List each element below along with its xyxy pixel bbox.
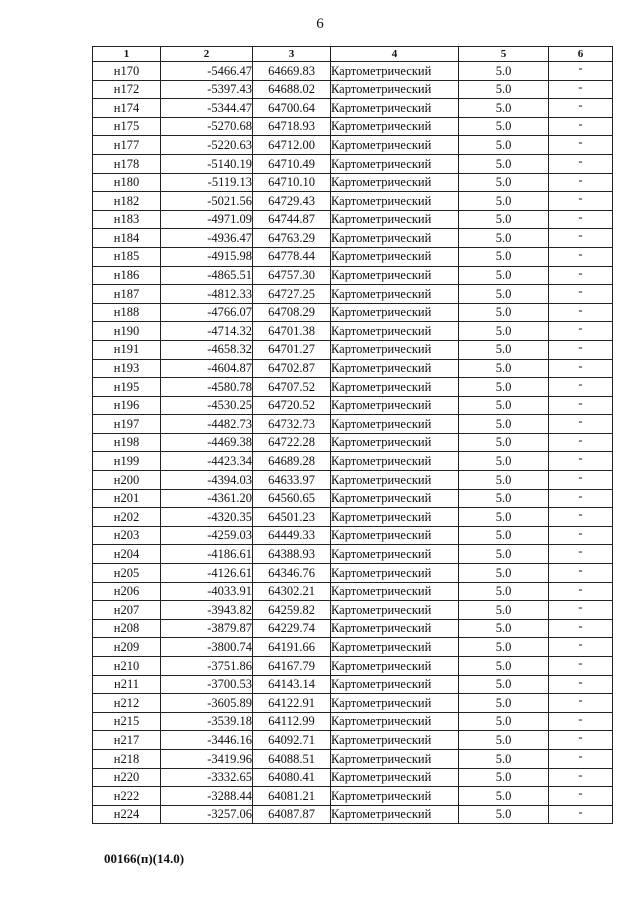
- y-coordinate-cell: 64092.71: [253, 731, 331, 750]
- table-row: [93, 192, 613, 211]
- accuracy-cell: 5.0: [459, 526, 549, 545]
- x-coordinate-cell: -5220.63: [161, 136, 253, 155]
- y-coordinate-cell: 64732.73: [253, 415, 331, 434]
- method-cell: Картометрический: [331, 173, 459, 192]
- x-coordinate-cell: -3257.06: [161, 805, 253, 824]
- method-cell: Картометрический: [331, 303, 459, 322]
- document-code: 00166(п)(14.0): [104, 851, 185, 866]
- accuracy-cell: 5.0: [459, 471, 549, 490]
- note-cell: -: [549, 712, 613, 731]
- x-coordinate-cell: -4186.61: [161, 545, 253, 564]
- accuracy-cell: 5.0: [459, 638, 549, 657]
- accuracy-cell: 5.0: [459, 359, 549, 378]
- table-row: [93, 526, 613, 545]
- point-id-cell: н215: [93, 712, 161, 731]
- x-coordinate-cell: -4812.33: [161, 285, 253, 304]
- note-cell: -: [549, 805, 613, 824]
- point-id-cell: н222: [93, 787, 161, 806]
- y-coordinate-cell: 64744.87: [253, 210, 331, 229]
- table-row: [93, 638, 613, 657]
- accuracy-cell: 5.0: [459, 601, 549, 620]
- table-row: [93, 62, 613, 81]
- y-coordinate-cell: 64088.51: [253, 749, 331, 768]
- method-cell: Картометрический: [331, 322, 459, 341]
- point-id-cell: н211: [93, 675, 161, 694]
- note-cell: -: [549, 452, 613, 471]
- note-cell: -: [549, 192, 613, 211]
- y-coordinate-cell: 64669.83: [253, 62, 331, 81]
- note-cell: -: [549, 787, 613, 806]
- x-coordinate-cell: -3751.86: [161, 657, 253, 676]
- note-cell: -: [549, 396, 613, 415]
- accuracy-cell: 5.0: [459, 247, 549, 266]
- method-cell: Картометрический: [331, 340, 459, 359]
- x-coordinate-cell: -3943.82: [161, 601, 253, 620]
- method-cell: Картометрический: [331, 359, 459, 378]
- note-cell: -: [549, 638, 613, 657]
- method-cell: Картометрический: [331, 378, 459, 397]
- method-cell: Картометрический: [331, 80, 459, 99]
- method-cell: Картометрический: [331, 787, 459, 806]
- point-id-cell: н198: [93, 433, 161, 452]
- table-row: [93, 340, 613, 359]
- y-coordinate-cell: 64778.44: [253, 247, 331, 266]
- table-row: [93, 508, 613, 527]
- table-row: [93, 619, 613, 638]
- note-cell: -: [549, 619, 613, 638]
- table-row: [93, 359, 613, 378]
- x-coordinate-cell: -4482.73: [161, 415, 253, 434]
- note-cell: -: [549, 80, 613, 99]
- note-cell: -: [549, 210, 613, 229]
- y-coordinate-cell: 64763.29: [253, 229, 331, 248]
- page-number: 6: [316, 16, 324, 32]
- method-cell: Картометрический: [331, 508, 459, 527]
- table-row: [93, 247, 613, 266]
- table-row: [93, 657, 613, 676]
- table-row: [93, 564, 613, 583]
- accuracy-cell: 5.0: [459, 80, 549, 99]
- accuracy-cell: 5.0: [459, 749, 549, 768]
- note-cell: -: [549, 471, 613, 490]
- note-cell: -: [549, 117, 613, 136]
- y-coordinate-cell: 64388.93: [253, 545, 331, 564]
- method-cell: Картометрический: [331, 192, 459, 211]
- table-row: [93, 694, 613, 713]
- y-coordinate-cell: 64122.91: [253, 694, 331, 713]
- y-coordinate-cell: 64229.74: [253, 619, 331, 638]
- y-coordinate-cell: 64346.76: [253, 564, 331, 583]
- point-id-cell: н193: [93, 359, 161, 378]
- note-cell: -: [549, 582, 613, 601]
- y-coordinate-cell: 64501.23: [253, 508, 331, 527]
- method-cell: Картометрический: [331, 675, 459, 694]
- point-id-cell: н212: [93, 694, 161, 713]
- method-cell: Картометрический: [331, 489, 459, 508]
- method-cell: Картометрический: [331, 285, 459, 304]
- y-coordinate-cell: 64191.66: [253, 638, 331, 657]
- x-coordinate-cell: -4259.03: [161, 526, 253, 545]
- x-coordinate-cell: -4604.87: [161, 359, 253, 378]
- accuracy-cell: 5.0: [459, 805, 549, 824]
- y-coordinate-cell: 64449.33: [253, 526, 331, 545]
- x-coordinate-cell: -4126.61: [161, 564, 253, 583]
- accuracy-cell: 5.0: [459, 322, 549, 341]
- point-id-cell: н208: [93, 619, 161, 638]
- accuracy-cell: 5.0: [459, 712, 549, 731]
- x-coordinate-cell: -3879.87: [161, 619, 253, 638]
- method-cell: Картометрический: [331, 396, 459, 415]
- point-id-cell: н175: [93, 117, 161, 136]
- table-row: [93, 154, 613, 173]
- y-coordinate-cell: 64712.00: [253, 136, 331, 155]
- y-coordinate-cell: 64689.28: [253, 452, 331, 471]
- x-coordinate-cell: -5270.68: [161, 117, 253, 136]
- method-cell: Картометрический: [331, 731, 459, 750]
- y-coordinate-cell: 64722.28: [253, 433, 331, 452]
- y-coordinate-cell: 64720.52: [253, 396, 331, 415]
- table-row: [93, 396, 613, 415]
- note-cell: -: [549, 378, 613, 397]
- point-id-cell: н178: [93, 154, 161, 173]
- method-cell: Картометрический: [331, 229, 459, 248]
- point-id-cell: н180: [93, 173, 161, 192]
- point-id-cell: н202: [93, 508, 161, 527]
- point-id-cell: н170: [93, 62, 161, 81]
- table-row: [93, 229, 613, 248]
- accuracy-cell: 5.0: [459, 657, 549, 676]
- note-cell: -: [549, 359, 613, 378]
- note-cell: -: [549, 694, 613, 713]
- accuracy-cell: 5.0: [459, 154, 549, 173]
- point-id-cell: н183: [93, 210, 161, 229]
- accuracy-cell: 5.0: [459, 508, 549, 527]
- note-cell: -: [549, 545, 613, 564]
- accuracy-cell: 5.0: [459, 694, 549, 713]
- x-coordinate-cell: -3332.65: [161, 768, 253, 787]
- column-header-6: 6: [549, 47, 613, 62]
- accuracy-cell: 5.0: [459, 433, 549, 452]
- y-coordinate-cell: 64700.64: [253, 99, 331, 118]
- y-coordinate-cell: 64708.29: [253, 303, 331, 322]
- method-cell: Картометрический: [331, 768, 459, 787]
- point-id-cell: н174: [93, 99, 161, 118]
- accuracy-cell: 5.0: [459, 564, 549, 583]
- method-cell: Картометрический: [331, 136, 459, 155]
- x-coordinate-cell: -3700.53: [161, 675, 253, 694]
- note-cell: -: [549, 340, 613, 359]
- accuracy-cell: 5.0: [459, 731, 549, 750]
- method-cell: Картометрический: [331, 433, 459, 452]
- table-row: [93, 489, 613, 508]
- point-id-cell: н190: [93, 322, 161, 341]
- x-coordinate-cell: -4766.07: [161, 303, 253, 322]
- point-id-cell: н224: [93, 805, 161, 824]
- note-cell: -: [549, 601, 613, 620]
- point-id-cell: н209: [93, 638, 161, 657]
- y-coordinate-cell: 64143.14: [253, 675, 331, 694]
- note-cell: -: [549, 526, 613, 545]
- point-id-cell: н185: [93, 247, 161, 266]
- accuracy-cell: 5.0: [459, 378, 549, 397]
- point-id-cell: н186: [93, 266, 161, 285]
- accuracy-cell: 5.0: [459, 545, 549, 564]
- method-cell: Картометрический: [331, 601, 459, 620]
- note-cell: -: [549, 433, 613, 452]
- accuracy-cell: 5.0: [459, 415, 549, 434]
- method-cell: Картометрический: [331, 545, 459, 564]
- y-coordinate-cell: 64087.87: [253, 805, 331, 824]
- table-row: [93, 712, 613, 731]
- x-coordinate-cell: -3539.18: [161, 712, 253, 731]
- point-id-cell: н204: [93, 545, 161, 564]
- accuracy-cell: 5.0: [459, 787, 549, 806]
- point-id-cell: н220: [93, 768, 161, 787]
- method-cell: Картометрический: [331, 266, 459, 285]
- accuracy-cell: 5.0: [459, 173, 549, 192]
- point-id-cell: н195: [93, 378, 161, 397]
- note-cell: -: [549, 564, 613, 583]
- table-row: [93, 731, 613, 750]
- point-id-cell: н218: [93, 749, 161, 768]
- table-row: [93, 210, 613, 229]
- x-coordinate-cell: -4580.78: [161, 378, 253, 397]
- table-row: [93, 173, 613, 192]
- note-cell: -: [549, 229, 613, 248]
- table-row: [93, 80, 613, 99]
- method-cell: Картометрический: [331, 247, 459, 266]
- point-id-cell: н200: [93, 471, 161, 490]
- point-id-cell: н196: [93, 396, 161, 415]
- note-cell: -: [549, 657, 613, 676]
- accuracy-cell: 5.0: [459, 136, 549, 155]
- table-row: [93, 303, 613, 322]
- x-coordinate-cell: -4971.09: [161, 210, 253, 229]
- method-cell: Картометрический: [331, 99, 459, 118]
- method-cell: Картометрический: [331, 154, 459, 173]
- x-coordinate-cell: -4915.98: [161, 247, 253, 266]
- table-row: [93, 805, 613, 824]
- y-coordinate-cell: 64633.97: [253, 471, 331, 490]
- table-header-row: [93, 47, 613, 62]
- x-coordinate-cell: -3288.44: [161, 787, 253, 806]
- y-coordinate-cell: 64167.79: [253, 657, 331, 676]
- accuracy-cell: 5.0: [459, 768, 549, 787]
- table-row: [93, 471, 613, 490]
- accuracy-cell: 5.0: [459, 582, 549, 601]
- method-cell: Картометрический: [331, 582, 459, 601]
- x-coordinate-cell: -5344.47: [161, 99, 253, 118]
- accuracy-cell: 5.0: [459, 340, 549, 359]
- table-row: [93, 322, 613, 341]
- note-cell: -: [549, 489, 613, 508]
- coordinates-table: [92, 46, 613, 824]
- column-header-4: 4: [331, 47, 459, 62]
- note-cell: -: [549, 322, 613, 341]
- y-coordinate-cell: 64080.41: [253, 768, 331, 787]
- x-coordinate-cell: -3605.89: [161, 694, 253, 713]
- x-coordinate-cell: -4936.47: [161, 229, 253, 248]
- note-cell: -: [549, 62, 613, 81]
- y-coordinate-cell: 64560.65: [253, 489, 331, 508]
- point-id-cell: н217: [93, 731, 161, 750]
- point-id-cell: н172: [93, 80, 161, 99]
- y-coordinate-cell: 64718.93: [253, 117, 331, 136]
- y-coordinate-cell: 64702.87: [253, 359, 331, 378]
- method-cell: Картометрический: [331, 657, 459, 676]
- method-cell: Картометрический: [331, 452, 459, 471]
- table-row: [93, 415, 613, 434]
- y-coordinate-cell: 64757.30: [253, 266, 331, 285]
- note-cell: -: [549, 768, 613, 787]
- x-coordinate-cell: -4320.35: [161, 508, 253, 527]
- note-cell: -: [549, 247, 613, 266]
- x-coordinate-cell: -3446.16: [161, 731, 253, 750]
- y-coordinate-cell: 64707.52: [253, 378, 331, 397]
- y-coordinate-cell: 64710.10: [253, 173, 331, 192]
- y-coordinate-cell: 64302.21: [253, 582, 331, 601]
- point-id-cell: н199: [93, 452, 161, 471]
- y-coordinate-cell: 64688.02: [253, 80, 331, 99]
- x-coordinate-cell: -4361.20: [161, 489, 253, 508]
- point-id-cell: н197: [93, 415, 161, 434]
- accuracy-cell: 5.0: [459, 285, 549, 304]
- point-id-cell: н191: [93, 340, 161, 359]
- accuracy-cell: 5.0: [459, 210, 549, 229]
- accuracy-cell: 5.0: [459, 229, 549, 248]
- x-coordinate-cell: -4865.51: [161, 266, 253, 285]
- note-cell: -: [549, 415, 613, 434]
- point-id-cell: н177: [93, 136, 161, 155]
- accuracy-cell: 5.0: [459, 675, 549, 694]
- column-header-3: 3: [253, 47, 331, 62]
- method-cell: Картометрический: [331, 117, 459, 136]
- x-coordinate-cell: -4714.32: [161, 322, 253, 341]
- method-cell: Картометрический: [331, 210, 459, 229]
- method-cell: Картометрический: [331, 526, 459, 545]
- table-row: [93, 285, 613, 304]
- accuracy-cell: 5.0: [459, 99, 549, 118]
- note-cell: -: [549, 285, 613, 304]
- x-coordinate-cell: -4658.32: [161, 340, 253, 359]
- y-coordinate-cell: 64710.49: [253, 154, 331, 173]
- column-header-1: 1: [93, 47, 161, 62]
- method-cell: Картометрический: [331, 415, 459, 434]
- x-coordinate-cell: -5397.43: [161, 80, 253, 99]
- method-cell: Картометрический: [331, 564, 459, 583]
- x-coordinate-cell: -5140.19: [161, 154, 253, 173]
- x-coordinate-cell: -4033.91: [161, 582, 253, 601]
- column-header-2: 2: [161, 47, 253, 62]
- table-row: [93, 545, 613, 564]
- x-coordinate-cell: -3419.96: [161, 749, 253, 768]
- x-coordinate-cell: -5119.13: [161, 173, 253, 192]
- accuracy-cell: 5.0: [459, 192, 549, 211]
- column-header-5: 5: [459, 47, 549, 62]
- x-coordinate-cell: -5466.47: [161, 62, 253, 81]
- point-id-cell: н210: [93, 657, 161, 676]
- method-cell: Картометрический: [331, 62, 459, 81]
- note-cell: -: [549, 303, 613, 322]
- accuracy-cell: 5.0: [459, 62, 549, 81]
- accuracy-cell: 5.0: [459, 619, 549, 638]
- table-row: [93, 433, 613, 452]
- point-id-cell: н184: [93, 229, 161, 248]
- y-coordinate-cell: 64112.99: [253, 712, 331, 731]
- point-id-cell: н187: [93, 285, 161, 304]
- accuracy-cell: 5.0: [459, 117, 549, 136]
- table-row: [93, 787, 613, 806]
- point-id-cell: н205: [93, 564, 161, 583]
- table-row: [93, 768, 613, 787]
- note-cell: -: [549, 136, 613, 155]
- method-cell: Картометрический: [331, 619, 459, 638]
- point-id-cell: н207: [93, 601, 161, 620]
- method-cell: Картометрический: [331, 694, 459, 713]
- table-row: [93, 452, 613, 471]
- note-cell: -: [549, 154, 613, 173]
- point-id-cell: н188: [93, 303, 161, 322]
- note-cell: -: [549, 731, 613, 750]
- x-coordinate-cell: -4394.03: [161, 471, 253, 490]
- x-coordinate-cell: -5021.56: [161, 192, 253, 211]
- note-cell: -: [549, 508, 613, 527]
- table-row: [93, 601, 613, 620]
- note-cell: -: [549, 173, 613, 192]
- table-row: [93, 99, 613, 118]
- y-coordinate-cell: 64081.21: [253, 787, 331, 806]
- table-body: [93, 62, 613, 824]
- point-id-cell: н201: [93, 489, 161, 508]
- x-coordinate-cell: -3800.74: [161, 638, 253, 657]
- x-coordinate-cell: -4423.34: [161, 452, 253, 471]
- y-coordinate-cell: 64701.27: [253, 340, 331, 359]
- method-cell: Картометрический: [331, 805, 459, 824]
- table-row: [93, 749, 613, 768]
- y-coordinate-cell: 64259.82: [253, 601, 331, 620]
- method-cell: Картометрический: [331, 638, 459, 657]
- table-row: [93, 378, 613, 397]
- y-coordinate-cell: 64701.38: [253, 322, 331, 341]
- table-row: [93, 117, 613, 136]
- x-coordinate-cell: -4469.38: [161, 433, 253, 452]
- table-row: [93, 266, 613, 285]
- table-row: [93, 675, 613, 694]
- note-cell: -: [549, 266, 613, 285]
- accuracy-cell: 5.0: [459, 452, 549, 471]
- accuracy-cell: 5.0: [459, 303, 549, 322]
- y-coordinate-cell: 64727.25: [253, 285, 331, 304]
- accuracy-cell: 5.0: [459, 266, 549, 285]
- method-cell: Картометрический: [331, 471, 459, 490]
- x-coordinate-cell: -4530.25: [161, 396, 253, 415]
- method-cell: Картометрический: [331, 749, 459, 768]
- table-row: [93, 582, 613, 601]
- point-id-cell: н182: [93, 192, 161, 211]
- note-cell: -: [549, 749, 613, 768]
- note-cell: -: [549, 675, 613, 694]
- accuracy-cell: 5.0: [459, 396, 549, 415]
- method-cell: Картометрический: [331, 712, 459, 731]
- point-id-cell: н203: [93, 526, 161, 545]
- point-id-cell: н206: [93, 582, 161, 601]
- y-coordinate-cell: 64729.43: [253, 192, 331, 211]
- note-cell: -: [549, 99, 613, 118]
- table-row: [93, 136, 613, 155]
- accuracy-cell: 5.0: [459, 489, 549, 508]
